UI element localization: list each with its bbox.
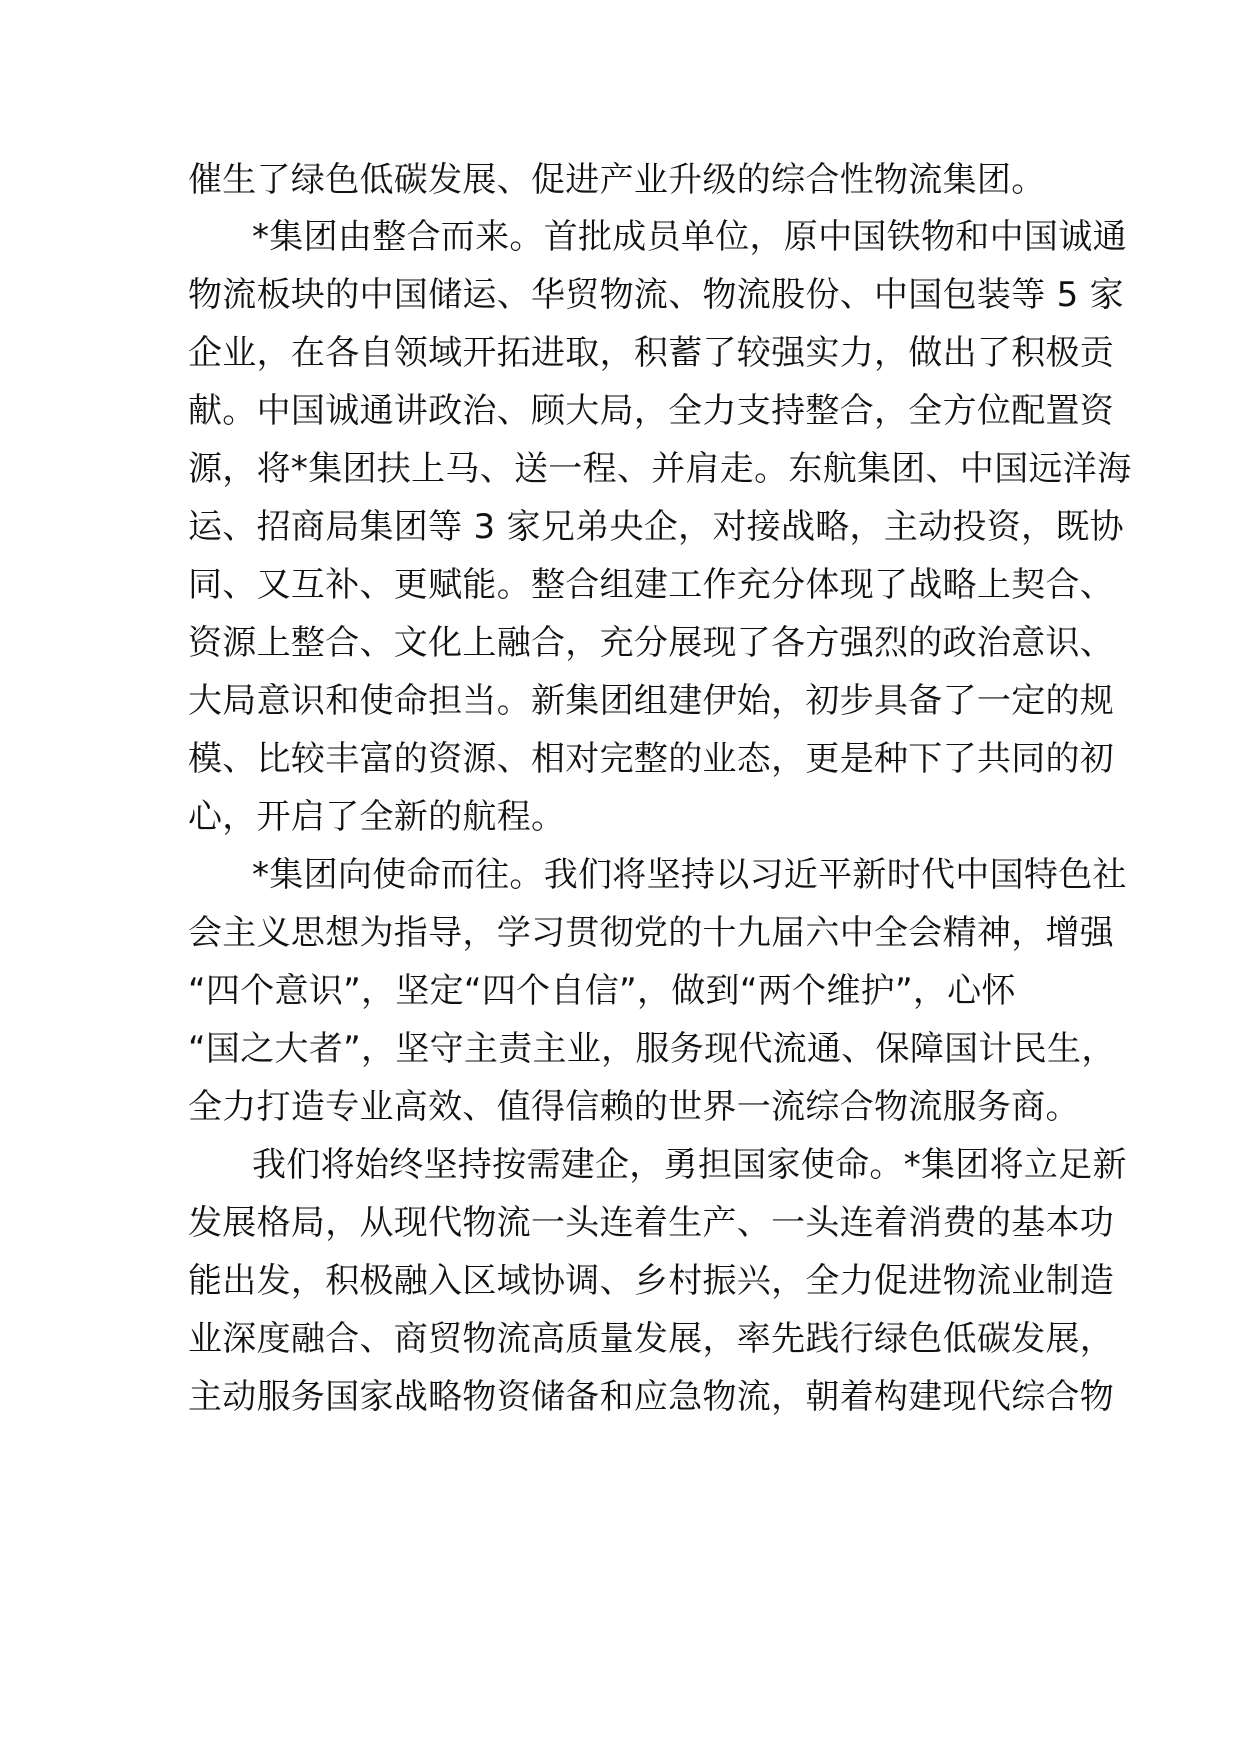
text-line: 源，将*集团扶上马、送一程、并肩走。东航集团、中国远洋海 [188,449,1132,489]
text-line: 心，开启了全新的航程。 [188,797,566,837]
text-line: 物流板块的中国储运、华贸物流、物流股份、中国包装等 5 家 [188,275,1124,315]
text-line: 业深度融合、商贸物流高质量发展，率先践行绿色低碳发展， [188,1319,1115,1359]
text-line: 会主义思想为指导，学习贯彻党的十九届六中全会精神，增强 [188,913,1115,953]
text-line: 企业，在各自领域开拓进取，积蓄了较强实力，做出了积极贡 [188,333,1115,373]
paragraph-first-line: *集团向使命而往。我们将坚持以习近平新时代中国特色社 [252,855,1127,895]
text-line: 献。中国诚通讲政治、顾大局，全力支持整合，全方位配置资 [188,391,1115,431]
text-line: 主动服务国家战略物资储备和应急物流，朝着构建现代综合物 [188,1377,1115,1417]
text-line: 全力打造专业高效、值得信赖的世界一流综合物流服务商。 [188,1087,1080,1127]
text-line: “四个意识”，坚定“四个自信”，做到“两个维护”，心怀 [188,971,1016,1011]
text-line: 运、招商局集团等 3 家兄弟央企，对接战略，主动投资，既协 [188,507,1124,547]
text-line: 能出发，积极融入区域协调、乡村振兴，全力促进物流业制造 [188,1261,1115,1301]
text-line: 发展格局，从现代物流一头连着生产、一头连着消费的基本功 [188,1203,1115,1243]
text-line: 大局意识和使命担当。新集团组建伊始，初步具备了一定的规 [188,681,1115,721]
text-line: “国之大者”，坚守主责主业，服务现代流通、保障国计民生， [188,1029,1116,1069]
text-line: 催生了绿色低碳发展、促进产业升级的综合性物流集团。 [188,160,1046,200]
text-line: 同、又互补、更赋能。整合组建工作充分体现了战略上契合、 [188,565,1115,605]
paragraph-first-line: 我们将始终坚持按需建企，勇担国家使命。*集团将立足新 [252,1145,1127,1185]
paragraph-first-line: *集团由整合而来。首批成员单位，原中国铁物和中国诚通 [252,217,1127,257]
text-line: 资源上整合、文化上融合，充分展现了各方强烈的政治意识、 [188,623,1115,663]
text-line: 模、比较丰富的资源、相对完整的业态，更是种下了共同的初 [188,739,1115,779]
